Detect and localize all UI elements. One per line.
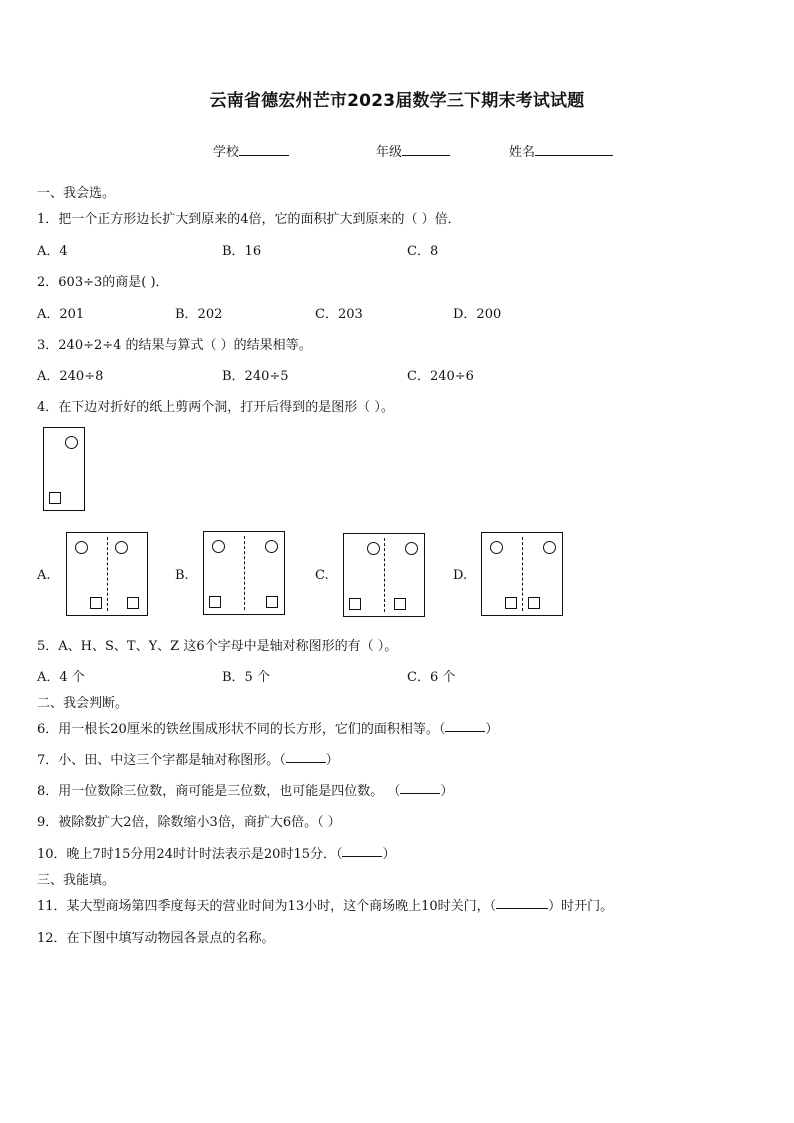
q1-option-c[interactable]: C．8: [407, 244, 439, 259]
question-7: [37, 749, 339, 768]
fold-line: [522, 537, 523, 611]
question-12: 12．在下图中填写动物园各景点的名称。: [37, 931, 275, 946]
q6-close: ）: [485, 722, 499, 737]
question-8: [37, 780, 453, 799]
q10-text: 10．晚上7时15分用24时计时法表示是20时15分．（: [37, 847, 343, 862]
section-heading-choice: 一、我会选。: [37, 186, 116, 201]
circle-hole-icon: [490, 541, 503, 554]
school-label: 学校: [213, 145, 240, 160]
question-6: [37, 718, 498, 737]
question-10: [37, 843, 396, 862]
q4-option-c-label[interactable]: C.: [315, 568, 329, 583]
q7-text: 7．小、田、中这三个字都是轴对称图形。（: [37, 753, 286, 768]
hole-square-icon: [49, 492, 61, 504]
question-4: 4．在下边对折好的纸上剪两个洞，打开后得到的是图形（ ）。: [37, 400, 394, 415]
folded-paper-figure: [43, 427, 85, 511]
square-hole-icon: [266, 596, 278, 608]
grade-field[interactable]: [376, 141, 450, 160]
q8-text: 8．用一位数除三位数，商可能是三位数，也可能是四位数。 （: [37, 784, 401, 799]
q6-answer-blank[interactable]: [445, 730, 485, 732]
q5-option-b[interactable]: B．5 个: [222, 670, 270, 685]
square-hole-icon: [127, 597, 139, 609]
circle-hole-icon: [543, 541, 556, 554]
school-blank[interactable]: [239, 155, 289, 156]
circle-hole-icon: [75, 541, 88, 554]
section-heading-fill: 三、我能填。: [37, 873, 116, 888]
q4-option-a-label[interactable]: A.: [37, 568, 51, 583]
school-field[interactable]: [213, 141, 289, 160]
q3-option-b[interactable]: B．240÷5: [222, 369, 289, 384]
q1-option-a[interactable]: A．4: [37, 244, 68, 259]
q4-option-b-label[interactable]: B.: [175, 568, 189, 583]
q8-close: ）: [440, 784, 454, 799]
question-5: 5．A、H、S、T、Y、Z 这6个字母中是轴对称图形的有（ ）。: [37, 639, 398, 654]
hole-circle-icon: [65, 436, 78, 449]
q11-text: 11．某大型商场第四季度每天的营业时间为13小时，这个商场晚上10时关门，（: [37, 899, 497, 914]
name-label: 姓名: [509, 145, 536, 160]
q3-option-a[interactable]: A．240÷8: [37, 369, 104, 384]
square-hole-icon: [505, 597, 517, 609]
q7-close: ）: [325, 753, 339, 768]
circle-hole-icon: [265, 540, 278, 553]
question-3: 3．240÷2÷4 的结果与算式（ ）的结果相等。: [37, 338, 312, 353]
circle-hole-icon: [367, 542, 380, 555]
q1-option-b[interactable]: B．16: [222, 244, 262, 259]
circle-hole-icon: [405, 542, 418, 555]
q2-option-a[interactable]: A．201: [37, 307, 85, 322]
q3-option-c[interactable]: C．240÷6: [407, 369, 474, 384]
fold-line: [384, 538, 385, 612]
question-11: [37, 895, 613, 914]
q4-option-a-figure[interactable]: [66, 532, 148, 616]
grade-blank[interactable]: [402, 155, 450, 156]
name-field[interactable]: [509, 141, 613, 160]
square-hole-icon: [394, 598, 406, 610]
q6-text: 6．用一根长20厘米的铁丝围成形状不同的长方形，它们的面积相等。（: [37, 722, 446, 737]
circle-hole-icon: [115, 541, 128, 554]
section-heading-judge: 二、我会判断。: [37, 696, 129, 711]
q4-option-b-figure[interactable]: [203, 531, 285, 615]
question-2: 2．603÷3的商是( )．: [37, 275, 169, 290]
page-title: 云南省德宏州芒市2023届数学三下期末考试试题: [209, 91, 585, 111]
question-9: 9．被除数扩大2倍，除数缩小3倍，商扩大6倍。（ ）: [37, 815, 341, 830]
q8-answer-blank[interactable]: [400, 792, 440, 794]
grade-label: 年级: [376, 145, 403, 160]
q2-option-b[interactable]: B．202: [175, 307, 223, 322]
question-1: 1．把一个正方形边长扩大到原来的4倍，它的面积扩大到原来的（ ）倍．: [37, 212, 461, 227]
q4-option-d-figure[interactable]: [481, 532, 563, 616]
q7-answer-blank[interactable]: [286, 761, 326, 763]
fold-line: [244, 536, 245, 610]
q2-option-c[interactable]: C．203: [315, 307, 363, 322]
square-hole-icon: [90, 597, 102, 609]
q10-answer-blank[interactable]: [342, 855, 382, 857]
square-hole-icon: [209, 596, 221, 608]
q11-close: ）时开门。: [548, 899, 614, 914]
q5-option-c[interactable]: C．6 个: [407, 670, 456, 685]
name-blank[interactable]: [535, 155, 613, 156]
q5-option-a[interactable]: A．4 个: [37, 670, 85, 685]
fold-line: [107, 537, 108, 611]
q11-answer-blank[interactable]: [496, 907, 548, 909]
q4-option-d-label[interactable]: D.: [453, 568, 468, 583]
square-hole-icon: [349, 598, 361, 610]
q2-option-d[interactable]: D．200: [453, 307, 502, 322]
square-hole-icon: [528, 597, 540, 609]
q10-close: ）: [382, 847, 396, 862]
q4-option-c-figure[interactable]: [343, 533, 425, 617]
circle-hole-icon: [212, 540, 225, 553]
